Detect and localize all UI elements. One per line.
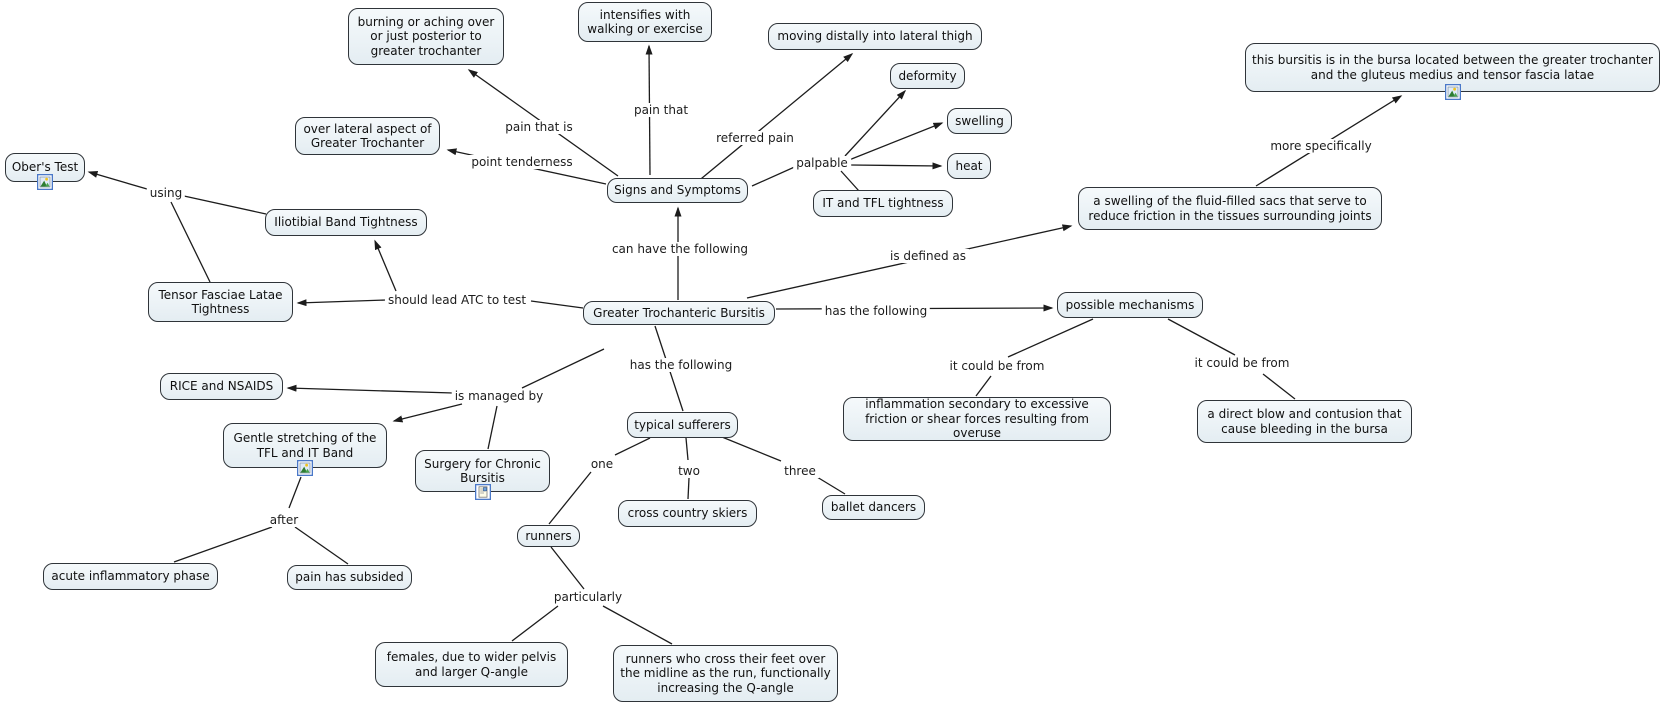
concept-node-label: females, due to wider pelvis and larger Q-angle [386, 650, 557, 679]
concept-node-tensor-fasciae-latae-tightness[interactable] [148, 282, 293, 322]
concept-node-label: a swelling of the fluid-filled sacs that serve to reduce friction in the tissues surrounding joints [1088, 194, 1372, 223]
connector-line [845, 91, 905, 156]
concept-node-label: Tensor Fasciae Latae Tightness [158, 287, 283, 316]
link-label-after[interactable]: after [267, 513, 301, 527]
connector-line [184, 196, 266, 214]
link-label-is-managed-by[interactable]: is managed by [452, 389, 547, 403]
concept-node-label: moving distally into lateral thigh [777, 29, 973, 44]
connector-line [549, 472, 591, 524]
link-label-is-defined-as[interactable]: is defined as [887, 249, 969, 263]
concept-node-it-and-tfl-tightness[interactable] [813, 190, 953, 217]
concept-node-bursitis-definition[interactable] [1078, 187, 1382, 230]
concept-node-ballet-dancers[interactable] [822, 495, 925, 520]
concept-node-label: pain has subsided [295, 570, 404, 585]
connector-line [615, 438, 650, 455]
connector-line [288, 388, 453, 393]
concept-node-heat[interactable] [947, 153, 991, 179]
concept-node-label: IT and TFL tightness [822, 196, 944, 211]
concept-node-label: ballet dancers [830, 500, 917, 515]
connector-line [488, 406, 497, 449]
concept-node-intensifies[interactable] [578, 2, 712, 42]
connector-line [1168, 319, 1235, 355]
concept-node-label: cross country skiers [627, 506, 748, 521]
concept-node-label: Gentle stretching of the TFL and IT Band [233, 431, 377, 460]
concept-node-iliotibial-band-tightness[interactable] [265, 209, 427, 236]
connector-line [298, 300, 386, 303]
link-label-should-lead-atc-to-test[interactable]: should lead ATC to test [385, 293, 529, 307]
concept-node-label: deformity [898, 68, 957, 83]
link-label-pain-that[interactable]: pain that [631, 103, 691, 117]
link-label-it-could-be-from-left[interactable]: it could be from [947, 359, 1048, 373]
connector-line [1008, 319, 1093, 357]
concept-node-signs-and-symptoms[interactable] [607, 178, 748, 203]
concept-node-rice-and-nsaids[interactable] [160, 373, 283, 400]
concept-node-label: burning or aching over or just posterior to greater trochanter [357, 14, 495, 58]
connector-line [851, 165, 941, 166]
link-label-more-specifically[interactable]: more specifically [1267, 139, 1374, 153]
link-label-one[interactable]: one [588, 457, 616, 471]
concept-node-label: Signs and Symptoms [614, 183, 741, 198]
concept-node-inflammation-overuse[interactable] [843, 397, 1111, 441]
connector-line [688, 478, 689, 499]
connector-line [89, 172, 147, 189]
concept-node-label: Greater Trochanteric Bursitis [593, 305, 765, 320]
concept-node-label: runners [525, 528, 572, 543]
image-resource-icon[interactable] [1445, 84, 1461, 100]
concept-node-label: acute inflammatory phase [51, 569, 210, 584]
concept-node-deformity[interactable] [890, 63, 965, 89]
link-label-has-the-following-down[interactable]: has the following [627, 358, 735, 372]
connector-line [174, 527, 272, 562]
connector-line [817, 477, 845, 494]
connector-line [531, 301, 583, 308]
concept-node-label: heat [955, 158, 983, 173]
concept-node-runners-cross-midline[interactable] [613, 645, 838, 702]
concept-node-label: a direct blow and contusion that cause bleeding in the bursa [1207, 407, 1402, 436]
connector-line [603, 606, 672, 644]
concept-node-cross-country-skiers[interactable] [618, 500, 757, 527]
link-label-point-tenderness[interactable]: point tenderness [468, 155, 575, 169]
link-label-two[interactable]: two [675, 464, 703, 478]
concept-node-moving-distally[interactable] [768, 23, 982, 50]
link-label-it-could-be-from-right[interactable]: it could be from [1192, 356, 1293, 370]
connector-line [375, 241, 396, 291]
concept-node-label: swelling [955, 113, 1004, 128]
concept-node-possible-mechanisms[interactable] [1057, 292, 1203, 318]
connector-line [1263, 374, 1295, 399]
concept-node-label: RICE and NSAIDS [169, 379, 274, 394]
link-label-has-the-following-right[interactable]: has the following [822, 304, 930, 318]
connector-line [289, 477, 301, 508]
image-resource-icon[interactable] [37, 174, 53, 190]
connector-line [295, 527, 348, 564]
concept-node-runners[interactable] [517, 525, 580, 547]
concept-node-acute-inflammatory-phase[interactable] [43, 563, 218, 590]
concept-node-typical-sufferers[interactable] [627, 412, 738, 438]
concept-node-greater-trochanteric-bursitis[interactable] [583, 301, 775, 325]
concept-node-label: typical sufferers [634, 417, 731, 432]
concept-node-swelling[interactable] [947, 108, 1012, 134]
concept-node-pain-has-subsided[interactable] [287, 565, 412, 590]
connector-line [752, 165, 799, 186]
concept-node-label: intensifies with walking or exercise [587, 7, 703, 36]
link-label-particularly[interactable]: particularly [551, 590, 625, 604]
connector-line [394, 404, 462, 421]
concept-node-label: Iliotibial Band Tightness [274, 215, 418, 230]
link-label-pain-that-is[interactable]: pain that is [502, 120, 576, 134]
connector-line [512, 606, 558, 641]
connector-line [849, 123, 942, 160]
connector-line [976, 376, 991, 396]
connector-line [171, 202, 210, 282]
connector-line [722, 437, 781, 461]
concept-node-label: inflammation secondary to excessive friction or shear forces resulting from overuse [865, 397, 1089, 441]
concept-node-females-q-angle[interactable] [375, 642, 568, 687]
connector-line [551, 547, 584, 589]
link-label-using[interactable]: using [147, 186, 185, 200]
link-label-three[interactable]: three [781, 464, 819, 478]
connector-line [522, 349, 604, 388]
concept-node-label: possible mechanisms [1065, 297, 1195, 312]
concept-node-label: Ober's Test [11, 160, 79, 175]
concept-node-burning-aching[interactable] [348, 8, 504, 65]
concept-node-label: runners who cross their feet over the midline as the run, functionally increasing the Q-angle [620, 651, 831, 695]
link-label-palpable[interactable]: palpable [793, 156, 851, 170]
connector-line [686, 438, 688, 460]
connector-line [841, 171, 859, 191]
concept-node-over-lateral-aspect[interactable] [295, 117, 440, 155]
concept-node-label: over lateral aspect of Greater Trochanter [303, 121, 432, 150]
document-resource-icon[interactable] [475, 484, 491, 500]
concept-node-label: this bursitis is in the bursa located between the greater trochanter and the gluteus medius and tensor fascia latae [1252, 53, 1653, 82]
link-label-referred-pain[interactable]: referred pain [713, 131, 797, 145]
concept-node-label: Surgery for Chronic Bursitis [424, 456, 541, 485]
concept-node-direct-blow[interactable] [1197, 400, 1412, 443]
image-resource-icon[interactable] [297, 460, 313, 476]
link-label-can-have-the-following[interactable]: can have the following [609, 242, 751, 256]
